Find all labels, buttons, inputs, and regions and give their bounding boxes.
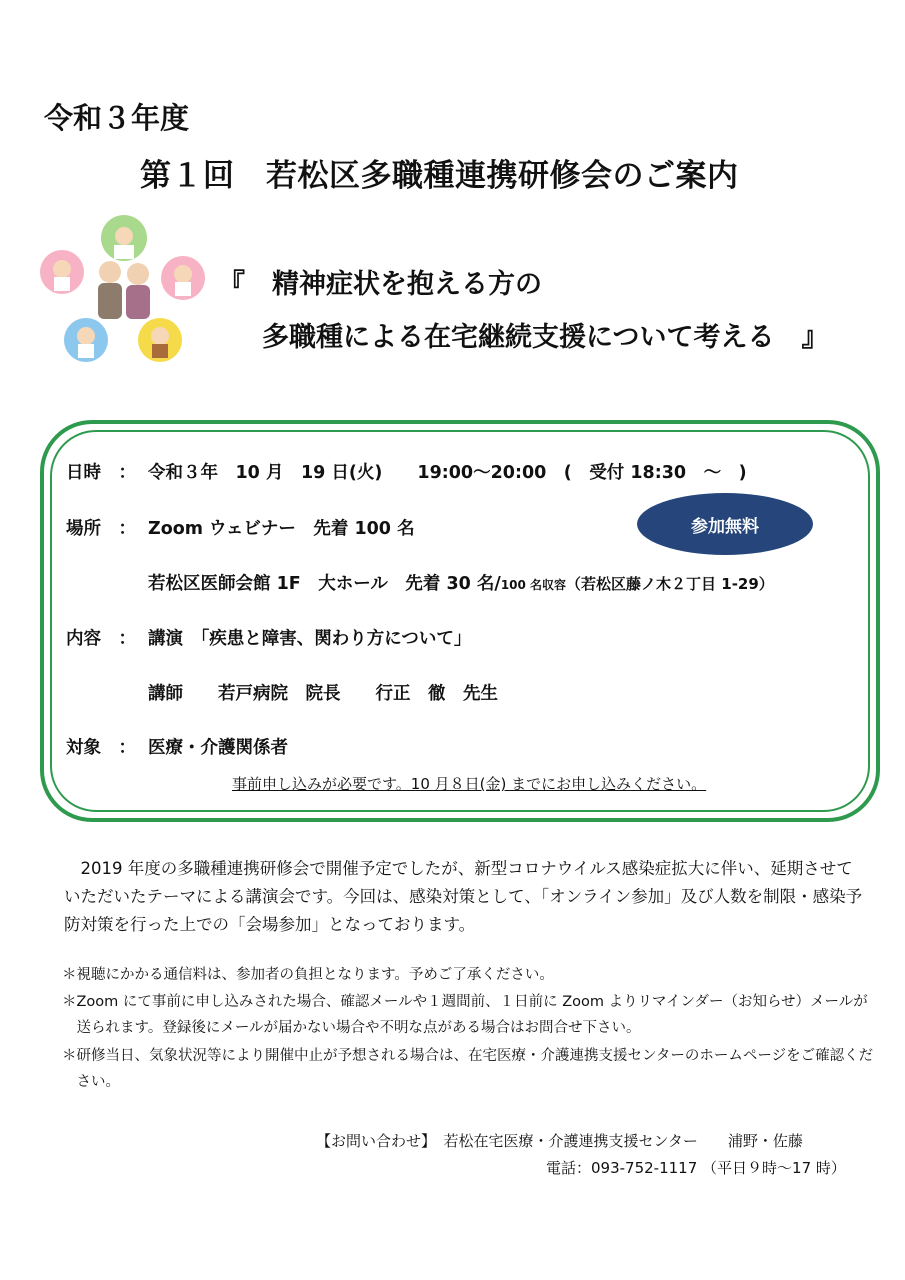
care-team-illustration [38,214,208,366]
target-value: 医療・介護関係者 [148,738,288,758]
contact-line-1: 【お問い合わせ】 若松在宅医療・介護連携支援センター 浦野・佐藤 [316,1132,803,1150]
registration-note: 事前申し込みが必要です。10 月８日(金) までにお申し込みください。 [232,775,707,793]
free-admission-badge: 参加無料 [637,493,813,555]
speaker-value: 講師 若戸病院 院長 行正 徹 先生 [148,684,498,704]
place-row-venue [148,570,774,595]
note-item: ＊Zoom にて事前に申し込みされた場合、確認メールや１週間前、１日前に Zoom よりリマインダー（お知らせ）メールが送られます。登録後にメールが届かない場合や不明な点がある場合はお問合せ下さい。 [62,994,868,1036]
place-value-venue: 若松区医師会館 1F 大ホール 先着 30 名/ [148,574,501,594]
contact-line-2: 電話：093-752-1117 （平日９時～17 時） [546,1159,846,1177]
fiscal-year: 令和３年度 [44,101,190,135]
note-item: ＊研修当日、気象状況等により開催中止が予想される場合は、在宅医療・介護連携支援センターのホームページをご確認ください。 [62,1048,874,1090]
content-value: 講演 「疾患と障害、関わり方について」 [148,629,472,649]
venue-address: （若松区藤ノ木２丁目 1-29） [566,575,774,593]
content-label: 内容 ： [66,629,136,649]
date-value: 令和３年 10 月 19 日(火) 19:00～20:00 ( 受付 18:30 ～ ) [148,463,747,483]
target-label: 対象 ： [66,738,136,758]
theme-line-1: 『 精神症状を抱える方の [218,269,542,300]
page-title: 第１回 若松区多職種連携研修会のご案内 [140,158,739,194]
intro-text: 2019 年度の多職種連携研修会で開催予定でしたが、新型コロナウイルス感染症拡大に伴い、延期させていただいたテーマによる講演会です。今回は、感染対策として、「オンライン参加」及び人数を制限・感染予防対策を行った上での「会場参加」となっております。 [64,859,863,934]
venue-capacity: 100 名収容 [500,578,567,592]
place-row [66,515,415,540]
place-label: 場所 ： [66,519,136,539]
date-row [66,459,747,484]
note-item: ＊視聴にかかる通信料は、参加者の負担となります。予めご了承ください。 [62,967,554,983]
theme-line-2: 多職種による在宅継続支援について考える 』 [262,322,829,353]
content-row [66,625,471,650]
place-value-online: Zoom ウェビナー 先着 100 名 [148,519,415,539]
target-row [66,734,288,759]
date-label: 日時 ： [66,463,136,483]
speaker-row [148,680,498,705]
intro-paragraph [64,855,864,939]
